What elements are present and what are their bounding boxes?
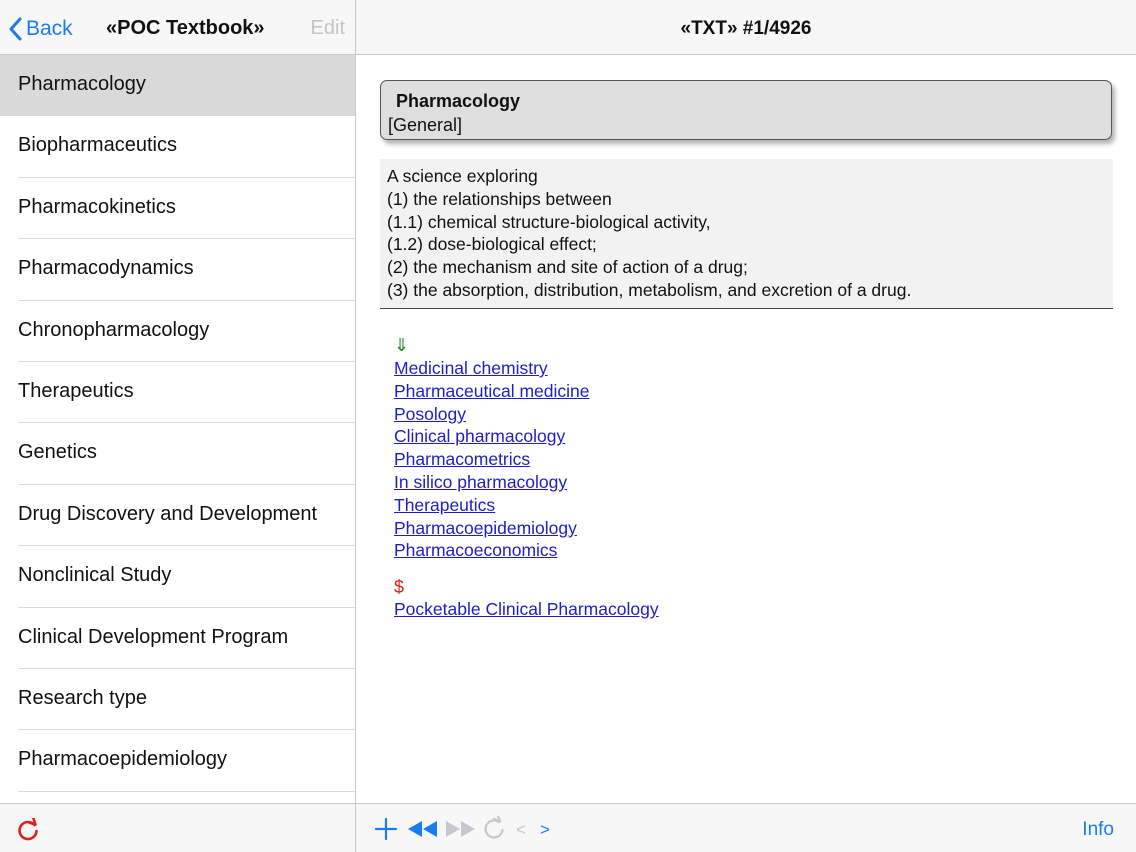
sidebar-toolbar (0, 803, 355, 852)
sidebar-item-label: Pharmacokinetics (18, 195, 176, 218)
sidebar-title: «POC Textbook» (106, 17, 265, 39)
sidebar-item[interactable] (0, 178, 355, 239)
definition-line: (1.1) chemical structure-biological activity, (387, 211, 711, 232)
entry-title: Pharmacology (396, 91, 521, 111)
sidebar-item-label: Drug Discovery and Development (18, 502, 318, 525)
sidebar-item[interactable] (0, 362, 355, 423)
entry-header (380, 80, 1112, 140)
reload-icon[interactable] (482, 816, 506, 842)
related-link[interactable]: Pharmacoeconomics (394, 540, 558, 561)
sidebar-item-label: Pharmacoepidemiology (18, 748, 228, 771)
rewind-icon[interactable] (408, 821, 438, 837)
back-button[interactable] (8, 14, 73, 44)
definition-line: A science exploring (387, 166, 538, 186)
sidebar-item-label: Pharmacology (18, 73, 146, 95)
related-link[interactable]: In silico pharmacology (394, 471, 568, 492)
sidebar-item-label: Nonclinical Study (18, 564, 172, 587)
sidebar (0, 0, 355, 852)
source-link[interactable]: Pocketable Clinical Pharmacology (394, 599, 659, 620)
sidebar-item-label: Pharmacodynamics (18, 257, 194, 280)
related-link[interactable]: Medicinal chemistry (394, 358, 548, 378)
sidebar-item-label: Biopharmaceutics (18, 134, 177, 157)
sidebar-item[interactable] (0, 239, 355, 300)
sidebar-item-label: Genetics (18, 441, 97, 464)
related-links-section (394, 333, 659, 621)
sidebar-list (0, 55, 355, 792)
sidebar-item[interactable] (0, 55, 355, 116)
sidebar-item-label: Clinical Development Program (18, 625, 289, 648)
definition-line: (3) the absorption, distribution, metabolism, and excretion of a drug. (387, 279, 912, 300)
sidebar-navbar (0, 0, 355, 55)
detail-navbar (356, 0, 1136, 55)
sidebar-item[interactable] (0, 546, 355, 607)
entry-category: [General] (388, 115, 463, 135)
related-link[interactable]: Posology (394, 403, 466, 424)
sidebar-item[interactable] (0, 485, 355, 546)
sidebar-item[interactable] (0, 669, 355, 730)
sidebar-item[interactable] (0, 116, 355, 177)
sidebar-item[interactable] (0, 301, 355, 362)
related-marker: ⇓ (394, 335, 410, 355)
definition-line: (1) the relationships between (387, 188, 612, 209)
row-separator (18, 791, 355, 792)
related-link[interactable]: Pharmaceutical medicine (394, 380, 590, 401)
add-icon[interactable] (375, 818, 397, 840)
source-marker: $ (394, 577, 405, 598)
related-link[interactable]: Clinical pharmacology (394, 426, 566, 447)
definition-line: (2) the mechanism and site of action of a drug; (387, 257, 748, 278)
sidebar-item-label: Research type (18, 686, 147, 709)
detail-toolbar (356, 803, 1136, 852)
sidebar-item[interactable] (0, 423, 355, 484)
edit-button[interactable]: Edit (310, 17, 345, 39)
sidebar-item[interactable] (0, 608, 355, 669)
entry-definition (380, 159, 1113, 309)
back-label: Back (26, 17, 73, 40)
related-links-list (394, 357, 659, 562)
detail-content (356, 55, 1136, 803)
definition-line: (1.2) dose-biological effect; (387, 234, 597, 255)
fast-forward-icon[interactable] (445, 821, 475, 837)
detail-title: «TXT» #1/4926 (680, 18, 812, 39)
related-link[interactable]: Pharmacometrics (394, 449, 531, 470)
info-button[interactable]: Info (1082, 819, 1114, 840)
next-button[interactable]: > (540, 820, 550, 839)
source-links-list (394, 598, 659, 621)
related-link[interactable]: Pharmacoepidemiology (394, 517, 577, 538)
previous-button[interactable]: < (516, 820, 526, 839)
chevron-left-icon (8, 17, 22, 41)
related-link[interactable]: Therapeutics (394, 494, 496, 515)
refresh-icon[interactable] (16, 818, 40, 842)
sidebar-item-label: Therapeutics (18, 379, 134, 402)
sidebar-item-label: Chronopharmacology (18, 318, 210, 341)
sidebar-item[interactable] (0, 730, 355, 791)
